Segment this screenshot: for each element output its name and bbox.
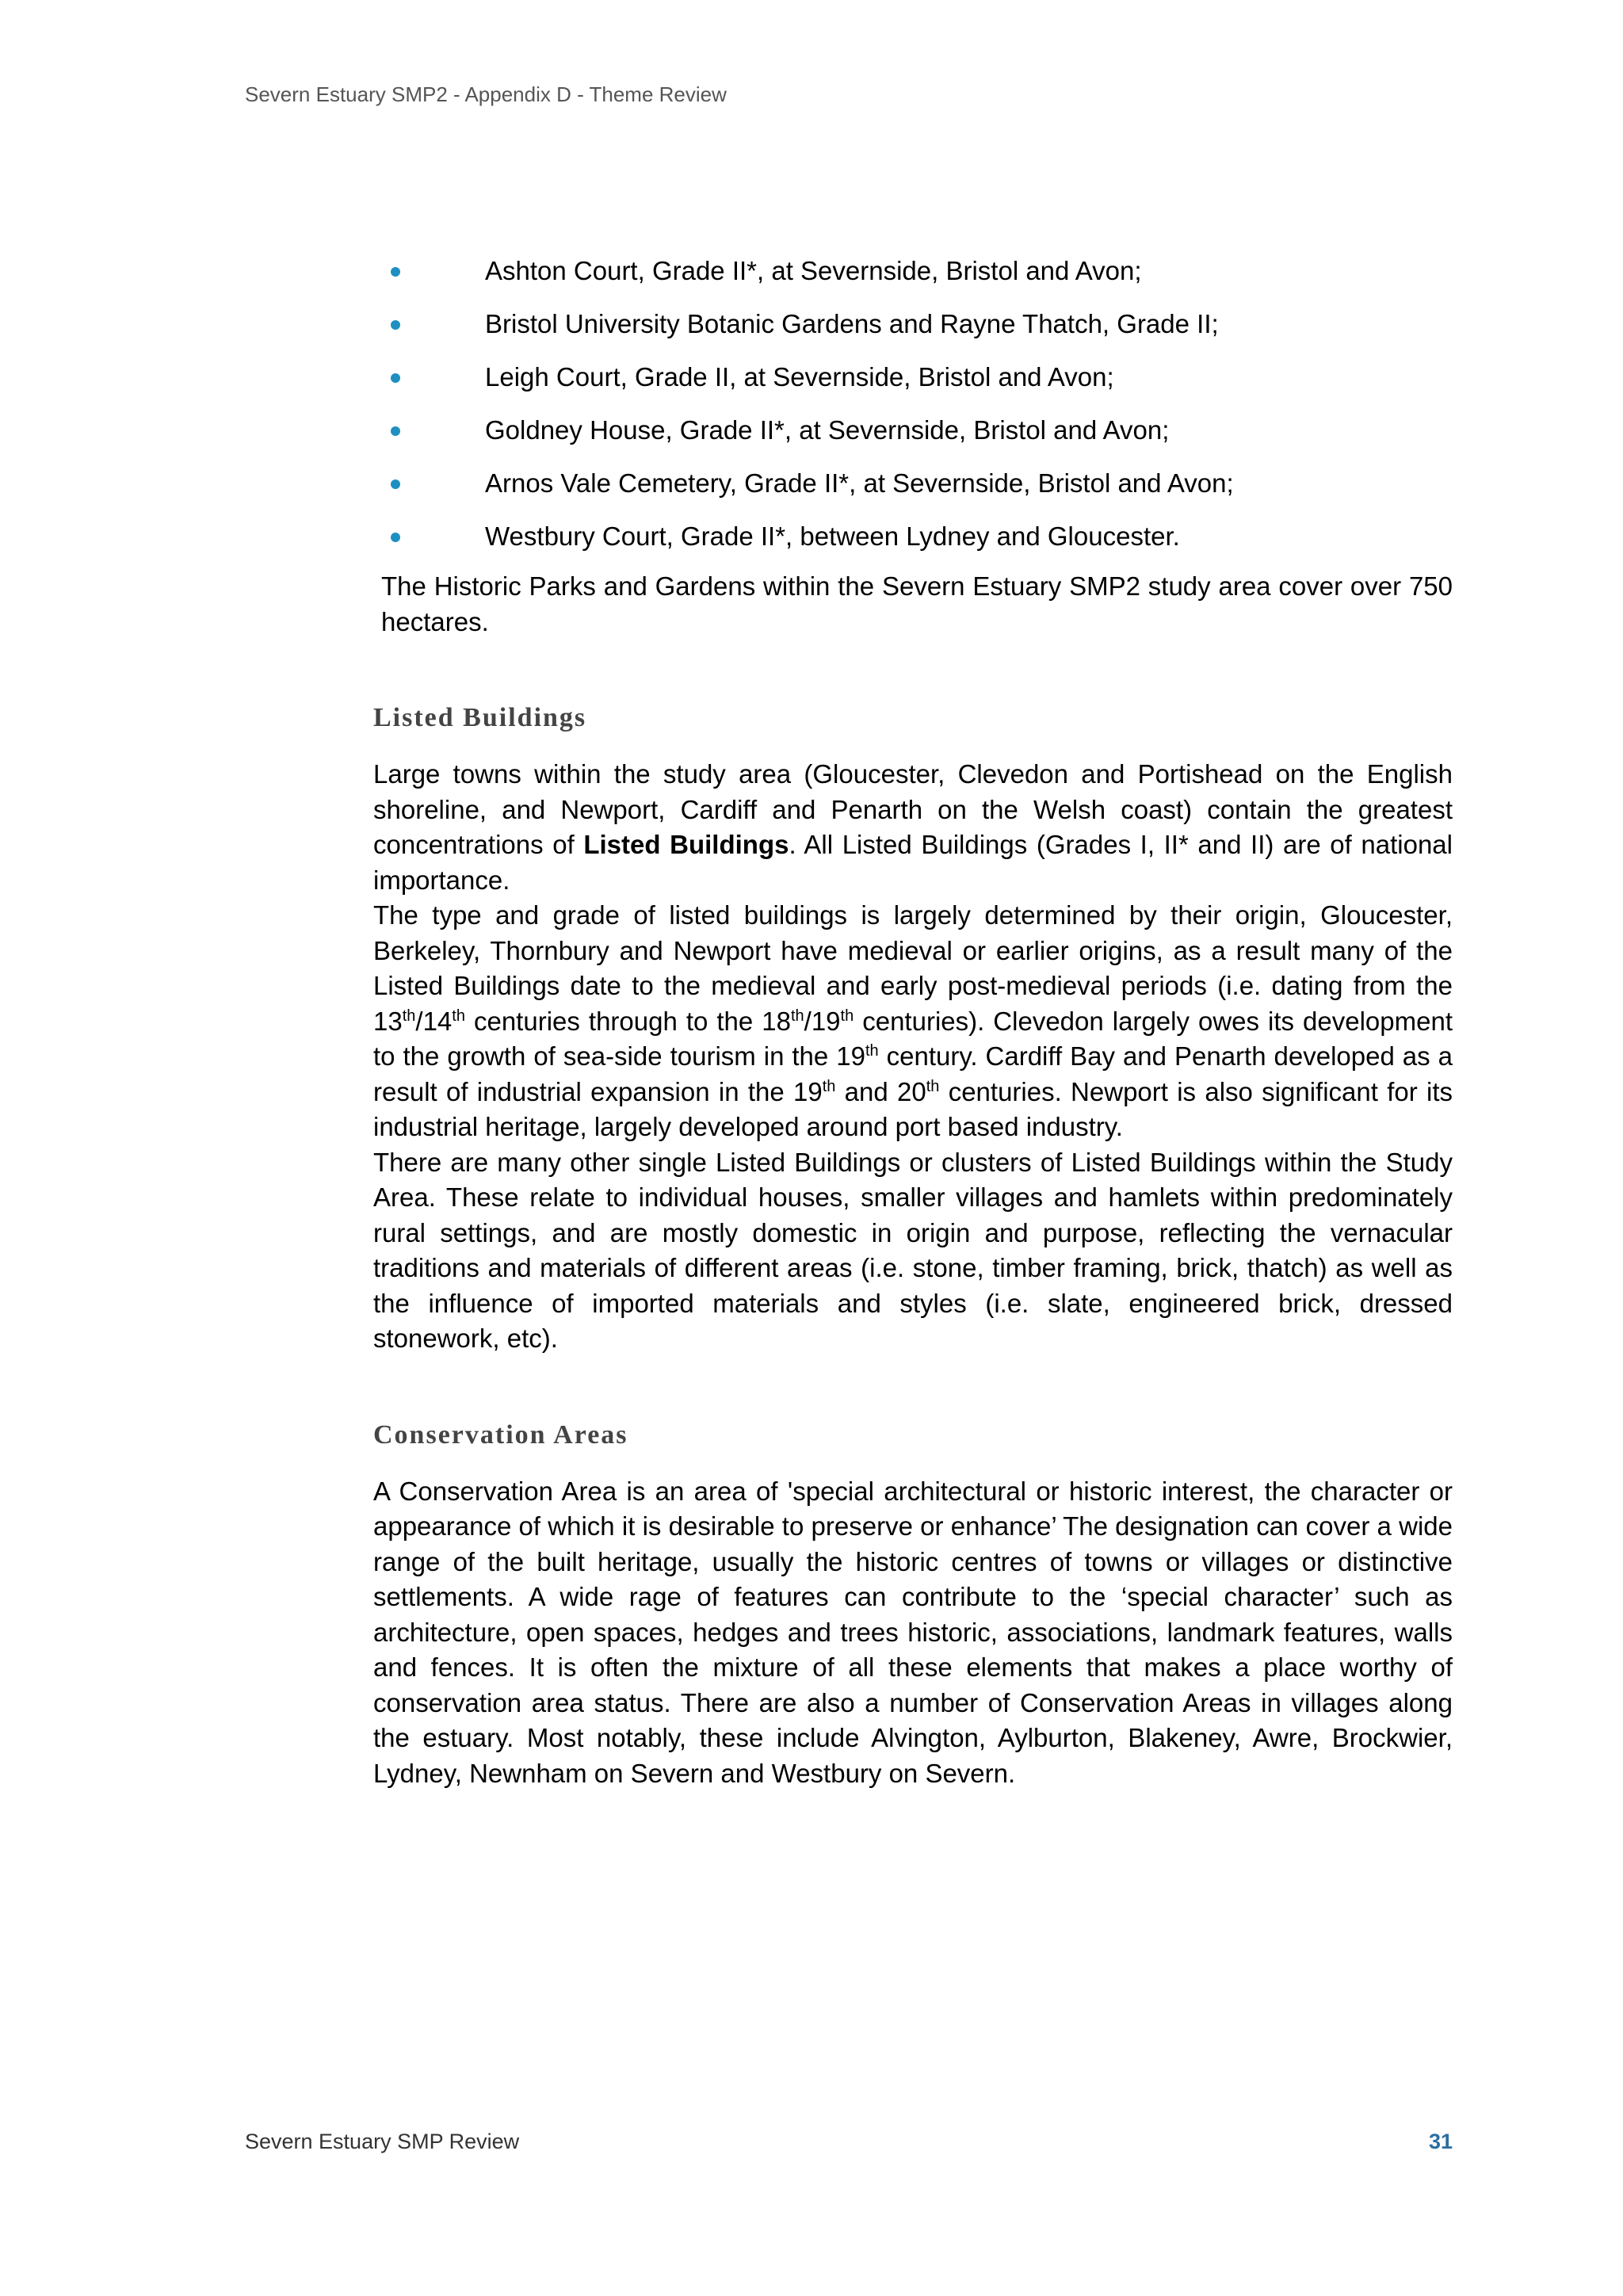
text-run: centuries. Newport is also significant for its industrial heritage, largely developed around port based industry.: [373, 1076, 1453, 1141]
superscript: th: [822, 1077, 836, 1095]
list-item-text: Ashton Court, Grade II*, at Severnside, Bristol and Avon;: [485, 256, 1142, 285]
list-item-text: Arnos Vale Cemetery, Grade II*, at Severnside, Bristol and Avon;: [485, 468, 1234, 498]
text-run: centuries). Clevedon largely owes its development to the growth of sea-side tourism in the 19: [373, 1006, 1453, 1071]
text-run: The type and grade of listed buildings is largely determined by their origin, Gloucester, Berkeley, Thornbury and Newport have medieval or earlier origins, as a result many of the Listed Buildings date to the medieval and early post-medieval periods (i.e. dating from the 13: [373, 900, 1453, 1036]
list-item-text: Bristol University Botanic Gardens and Rayne Thatch, Grade II;: [485, 309, 1219, 338]
listed-buildings-paragraph-2: [373, 898, 1453, 1145]
list-item-text: Leigh Court, Grade II, at Severnside, Bristol and Avon;: [485, 362, 1114, 392]
text-run: /19: [804, 1006, 841, 1036]
text-run: . All Listed Buildings (Grades I, II* and II) are of national importance.: [373, 830, 1453, 895]
listed-buildings-paragraph-3: There are many other single Listed Buildings or clusters of Listed Buildings within the Study Area. These relate to individual houses, smaller villages and hamlets within predominately rural settings, and are mostly domestic in origin and purpose, reflecting the vernacular traditions and materials of different areas (i.e. stone, timber framing, brick, thatch) as well as the influence of imported materials and styles (i.e. slate, engineered brick, dressed stonework, etc).: [373, 1147, 1453, 1353]
superscript: th: [402, 1007, 416, 1025]
list-item: [381, 466, 1453, 519]
list-item: [381, 413, 1453, 466]
list-item: [381, 307, 1453, 360]
listed-buildings-paragraph-1: [373, 757, 1453, 898]
list-item-text: Westbury Court, Grade II*, between Lydney and Gloucester.: [485, 521, 1180, 551]
bullet-dot-icon: [391, 267, 400, 277]
bullet-dot-icon: [391, 479, 400, 489]
bold-term: Listed Buildings: [583, 830, 789, 859]
bullet-dot-icon: [391, 426, 400, 436]
footer-title: Severn Estuary SMP Review: [245, 2130, 520, 2153]
conservation-areas-paragraph: A Conservation Area is an area of 'special architectural or historic interest, the character or appearance of which it is desirable to preserve or enhance’ The designation can cover a wide range of the built heritage, usually the historic centres of towns or villages or distinctive settlements. A wide rage of features can contribute to the ‘special character’ such as architecture, open spaces, hedges and trees historic, associations, landmark features, walls and fences. It is often the mixture of all these elements that makes a place worthy of conservation area status. There are also a number of Conservation Areas in villages along the estuary. Most notably, these include Alvington, Aylburton, Blakeney, Awre, Brockwier, Lydney, Newnham on Severn and Westbury on Severn.: [373, 1476, 1453, 1788]
list-item: [381, 360, 1453, 413]
bullet-dot-icon: [391, 373, 400, 383]
bullet-dot-icon: [391, 320, 400, 330]
list-item: [381, 254, 1453, 307]
page-number: 31: [1428, 2130, 1453, 2153]
page-header: Severn Estuary SMP2 - Appendix D - Theme Review: [245, 82, 727, 106]
listed-buildings-heading: Listed Buildings: [373, 703, 587, 732]
text-run: century. Cardiff Bay and Penarth developed as a result of industrial expansion in the 19: [373, 1041, 1453, 1106]
main-content: [373, 254, 1453, 1791]
superscript: th: [790, 1007, 804, 1025]
list-item: [381, 519, 1453, 572]
parks-summary-paragraph: The Historic Parks and Gardens within the Severn Estuary SMP2 study area cover over 750 hectares.: [381, 571, 1453, 636]
superscript: th: [865, 1042, 879, 1060]
superscript: th: [840, 1007, 854, 1025]
text-run: Large towns within the study area (Gloucester, Clevedon and Portishead on the English shoreline, and Newport, Cardiff and Penarth on the Welsh coast) contain the greatest concentrations of: [373, 759, 1453, 859]
text-run: /14: [415, 1006, 453, 1036]
bullet-dot-icon: [391, 533, 400, 542]
superscript: th: [926, 1077, 940, 1095]
text-run: centuries through to the 18: [464, 1006, 791, 1036]
parks-gardens-list: [381, 254, 1453, 572]
superscript: th: [452, 1007, 465, 1025]
text-run: and 20: [835, 1076, 926, 1106]
list-item-text: Goldney House, Grade II*, at Severnside, Bristol and Avon;: [485, 415, 1170, 445]
conservation-areas-heading: Conservation Areas: [373, 1419, 628, 1450]
